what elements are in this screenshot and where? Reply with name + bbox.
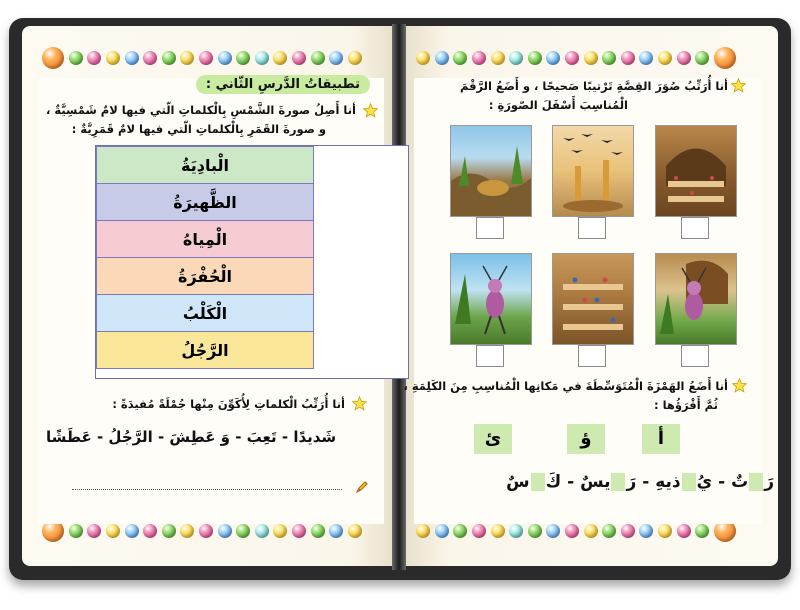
- story-picture: [450, 253, 532, 345]
- instruction-sun-moon-line2: و صورةَ القَمَرِ بِالْكلماتِ الّتي فيها لامٌ قَمَرِيَّةٌ :: [71, 122, 326, 136]
- word-cell[interactable]: الْمِياهُ: [97, 221, 314, 258]
- instruction-sun-moon-line1: أنا أَصِلُ صورةَ الشَّمْسِ بِالْكلماتِ الّتي فيها لامٌ شَمْسِيَّةٌ ،: [46, 103, 356, 117]
- number-answer-box[interactable]: [681, 345, 709, 367]
- story-picture: [552, 125, 634, 217]
- instruction-sentence: أنا أُرَتِّبُ الْكلماتِ لِأُكَوِّنَ مِنْها جُمْلَةً مُفيدَةً :: [112, 397, 345, 411]
- word-fragment: رَ: [764, 472, 774, 492]
- number-answer-box[interactable]: [681, 217, 709, 239]
- number-answer-box[interactable]: [578, 217, 606, 239]
- bottom-bead-border: [414, 521, 738, 541]
- hamza-letter-ya[interactable]: ئ: [474, 424, 512, 454]
- word-list-table: [96, 146, 314, 369]
- word-fragment: يسٌ: [580, 472, 611, 492]
- star-icon: [363, 103, 378, 118]
- hamza-letter-waw[interactable]: ؤ: [567, 424, 605, 454]
- instruction-hamza-line2: ثُمَّ أَقْرَؤُها :: [653, 398, 718, 412]
- instruction-story-line1: أنا أُرَتِّبُ صُوَرَ القِصَّةِ تَرْتيبًا صَحيحًا ، و أَضَعُ الرَّقْمَ: [459, 79, 728, 93]
- star-icon: [732, 378, 747, 393]
- hamza-words-line: رَتٌ - يُذيهِ - رَيسٌ - كَسٌ: [506, 472, 774, 492]
- hamza-gap[interactable]: [682, 473, 696, 491]
- number-answer-box[interactable]: [578, 345, 606, 367]
- bottom-bead-border: [40, 521, 364, 541]
- hamza-gap[interactable]: [611, 473, 625, 491]
- number-answer-box[interactable]: [476, 345, 504, 367]
- word-cell[interactable]: الْحُفْرَةُ: [97, 258, 314, 295]
- story-picture: [552, 253, 634, 345]
- word-fragment: يُ: [696, 472, 713, 492]
- word-fragment: ذيهِ: [655, 472, 681, 492]
- instruction-hamza-line1: أنا أَضَعُ الهَمْزَةَ الْمُتَوَسِّطَةَ في مَكانِها الْمُناسِبِ مِنَ الكَلِمَةِ ،: [403, 379, 728, 393]
- word-fragment: رَ: [626, 472, 637, 492]
- sentence-words: شَديدًا - تَعِبَ - وَ عَطِشَ - الرَّجُلُ - عَطَشًا: [46, 428, 337, 446]
- hamza-gap[interactable]: [531, 473, 545, 491]
- word-fragment: سٌ: [506, 472, 530, 492]
- story-picture: [655, 253, 737, 345]
- word-cell[interactable]: الْكَلْبُ: [97, 295, 314, 332]
- top-bead-border: [414, 48, 738, 68]
- word-fragment: تٌ: [731, 472, 749, 492]
- hamza-letter-alif[interactable]: أ: [642, 424, 680, 454]
- star-icon: [352, 396, 367, 411]
- star-icon: [731, 78, 746, 93]
- answer-line[interactable]: [72, 489, 342, 490]
- pencil-icon: [355, 480, 369, 494]
- lesson-title: تطبيقاتُ الدَّرسِ الثّاني :: [196, 75, 370, 94]
- story-picture: [450, 125, 532, 217]
- word-cell[interactable]: الرَّجُلُ: [97, 332, 314, 369]
- story-picture: [655, 125, 737, 217]
- hamza-gap[interactable]: [749, 473, 763, 491]
- number-answer-box[interactable]: [476, 217, 504, 239]
- word-fragment: كَ: [545, 472, 562, 492]
- top-bead-border: [40, 48, 364, 68]
- word-cell[interactable]: الْبادِيَةُ: [97, 147, 314, 184]
- instruction-story-line2: الْمُناسِبَ أَسْفَلَ الصّورَةِ :: [488, 98, 628, 112]
- word-cell[interactable]: الظَّهيرَةُ: [97, 184, 314, 221]
